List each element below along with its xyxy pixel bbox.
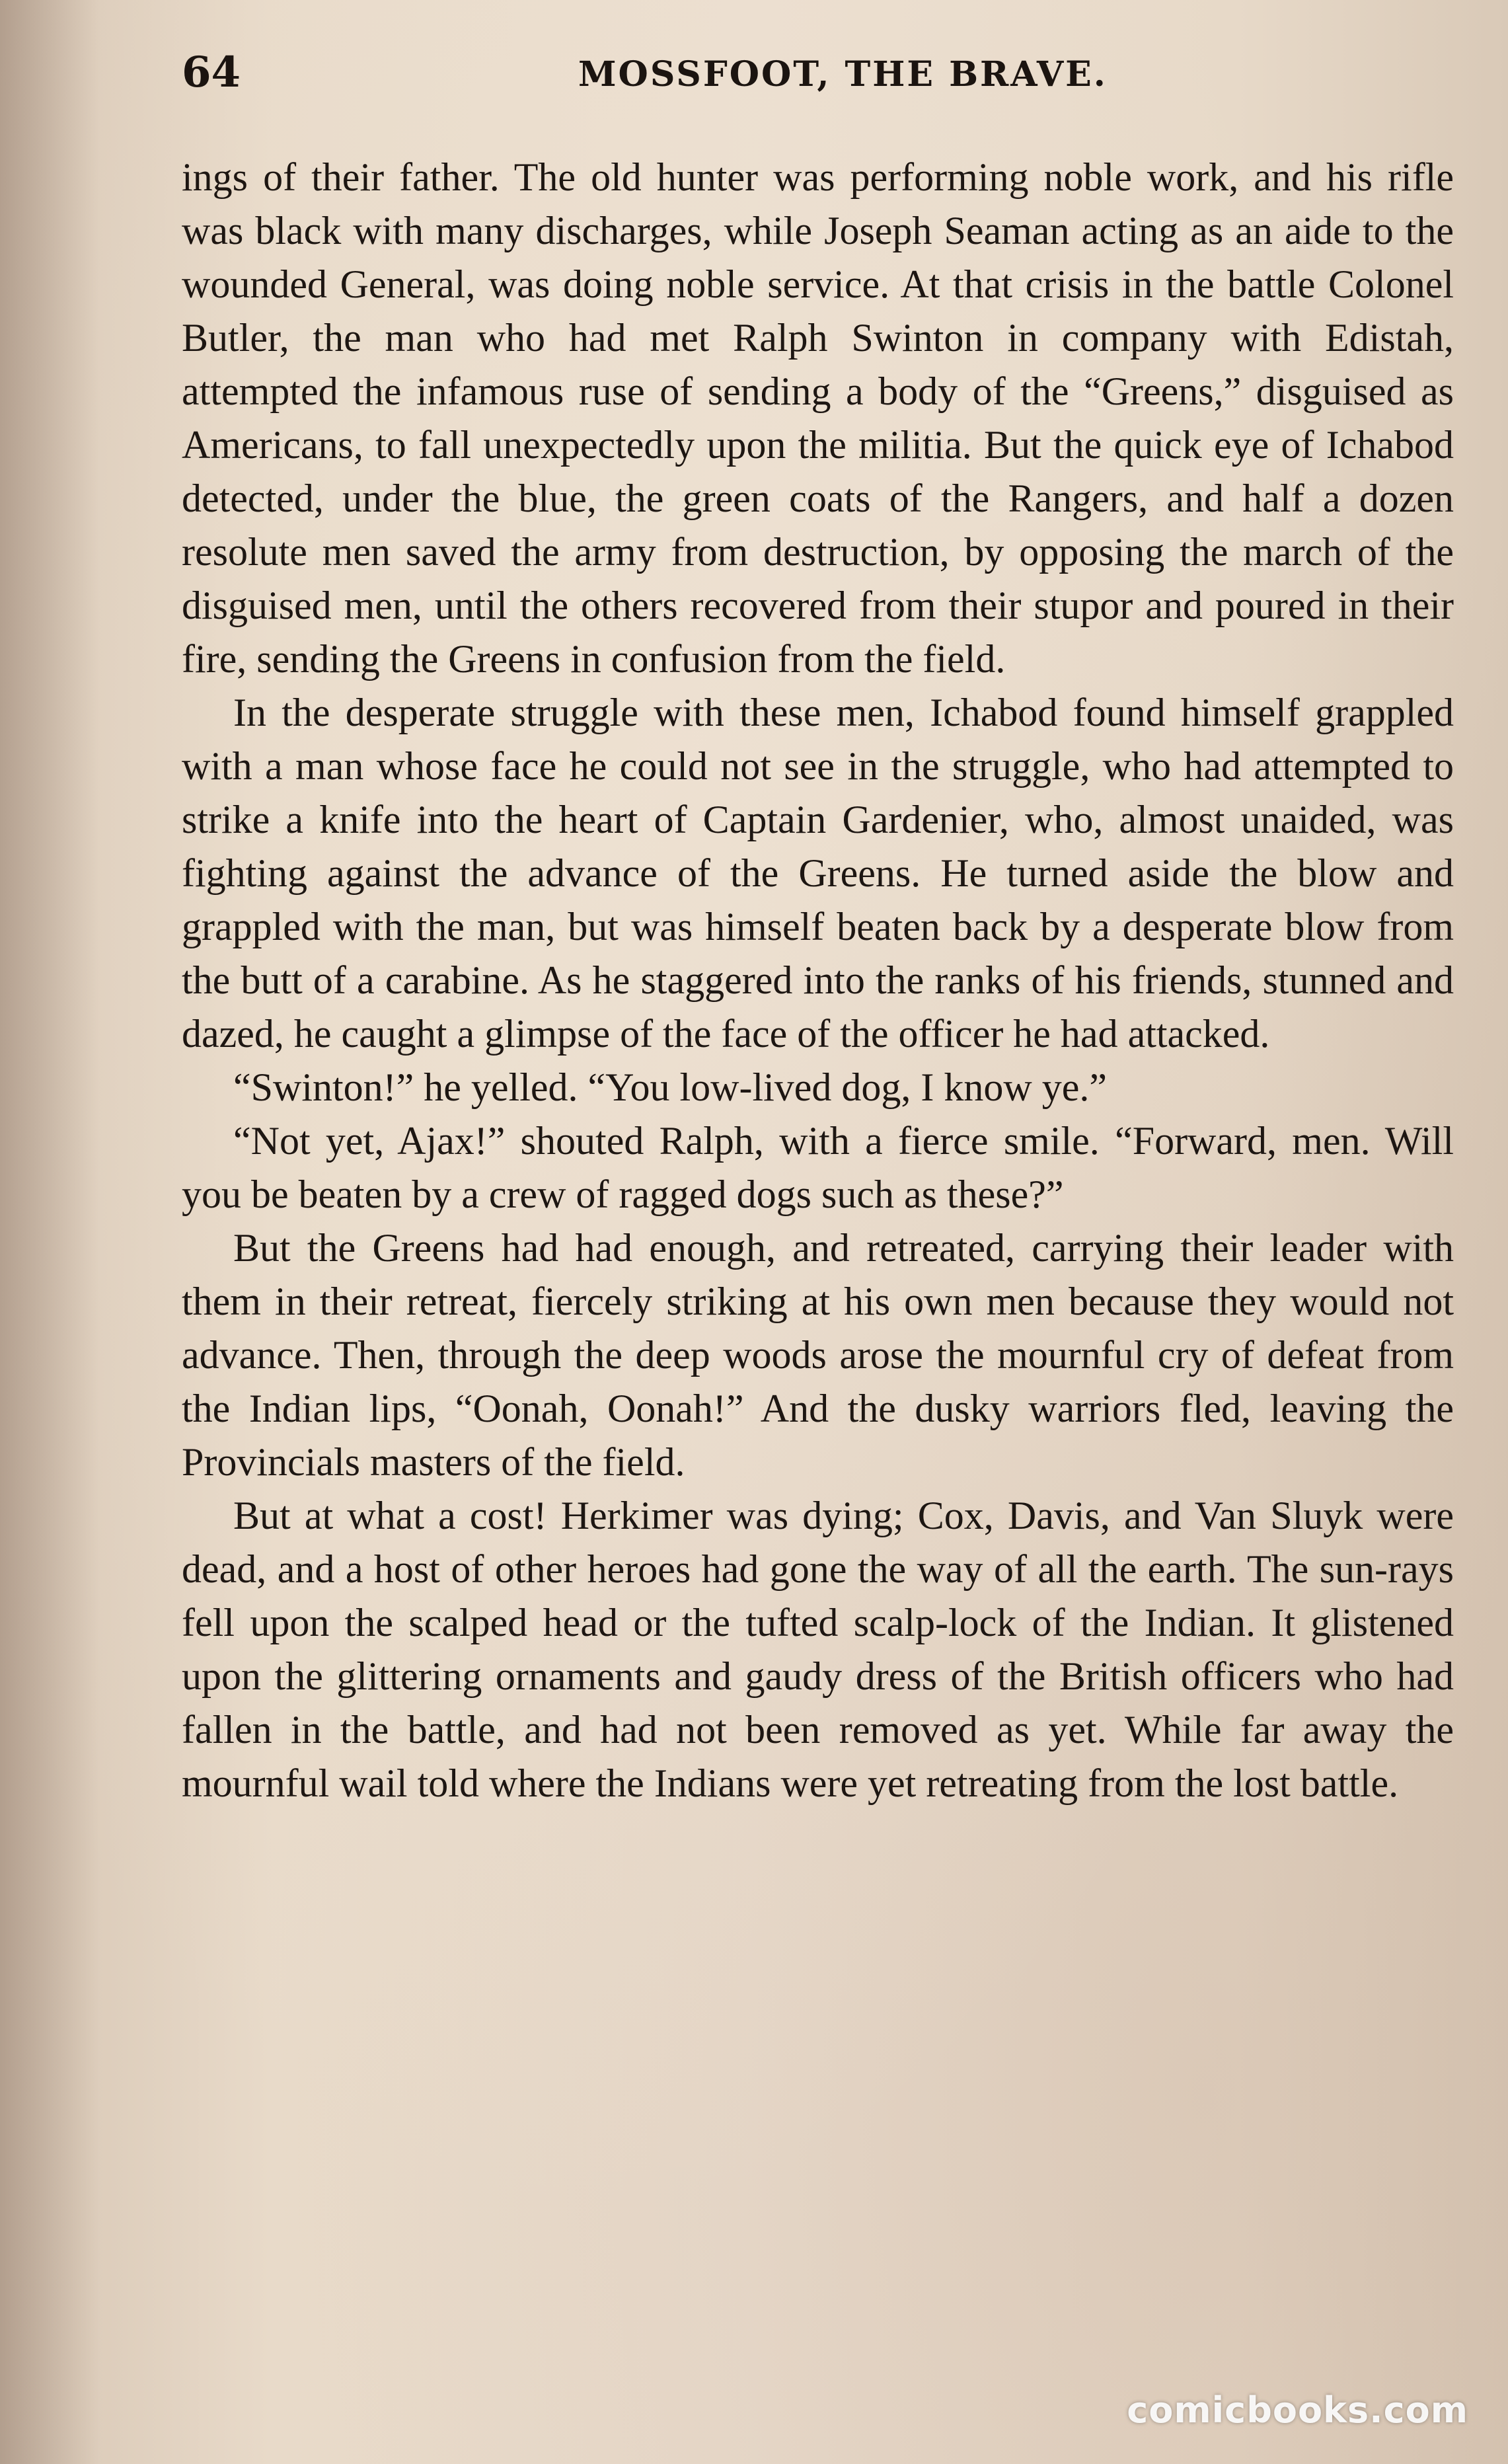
body-text <box>182 151 1454 1810</box>
paragraph-dialogue: “Swinton!” he yelled. “You low-lived dog, I know ye.” <box>233 1065 1107 1109</box>
spine-shadow <box>0 0 99 2464</box>
watermark: comicbooks.com <box>1127 2389 1468 2431</box>
running-title: MOSSFOOT, THE BRAVE. <box>578 54 1108 95</box>
paragraph: But at what a cost! Herkimer was dying; Cox, Davis, and Van Sluyk were dead, and a host of other heroes had gone the way of all the earth. The sun-rays fell upon the scalped head or the tufted scalp-lock of the Indian. It glistened upon the glittering ornaments and gaudy dress of the British officers who had fallen in the battle, and had not been removed as yet. While far away the mournful wail told where the Indians were yet retreating from the lost battle. <box>182 1494 1454 1805</box>
page-number: 64 <box>182 48 241 97</box>
paragraph-dialogue: “Not yet, Ajax!” shouted Ralph, with a fierce smile. “Forward, men. Will you be beaten by a crew of ragged dogs such as these?” <box>182 1119 1454 1216</box>
paragraph: But the Greens had had enough, and retreated, carrying their leader with them in their retreat, fiercely striking at his own men because they would not advance. Then, through the deep woods arose the mournful cry of defeat from the Indian lips, “Oonah, Oonah!” And the dusky warriors fled, leaving the Provincials masters of the field. <box>182 1226 1454 1484</box>
paragraph-continued: ings of their father. The old hunter was performing noble work, and his rifle was black with many discharges, while Joseph Seaman acting as an aide to the wounded General, was doing noble service. At that crisis in the battle Colonel Butler, the man who had met Ralph Swinton in company with Edistah, attempted the infamous ruse of sending a body of the “Greens,” disguised as Americans, to fall unexpectedly upon the militia. But the quick eye of Ichabod detected, under the blue, the green coats of the Rangers, and half a dozen resolute men saved the army from destruction, by opposing the march of the disguised men, until the others recovered from their stupor and poured in their fire, sending the Greens in confusion from the field. <box>182 155 1454 681</box>
page-header <box>182 40 1464 112</box>
paragraph: In the desperate struggle with these men, Ichabod found himself grappled with a man whose face he could not see in the struggle, who had attempted to strike a knife into the heart of Captain Gardenier, who, almost unaided, was fighting against the advance of the Greens. He turned aside the blow and grappled with the man, but was himself beaten back by a desperate blow from the butt of a carabine. As he staggered into the ranks of his friends, stunned and dazed, he caught a glimpse of the face of the officer he had attacked. <box>182 691 1454 1056</box>
